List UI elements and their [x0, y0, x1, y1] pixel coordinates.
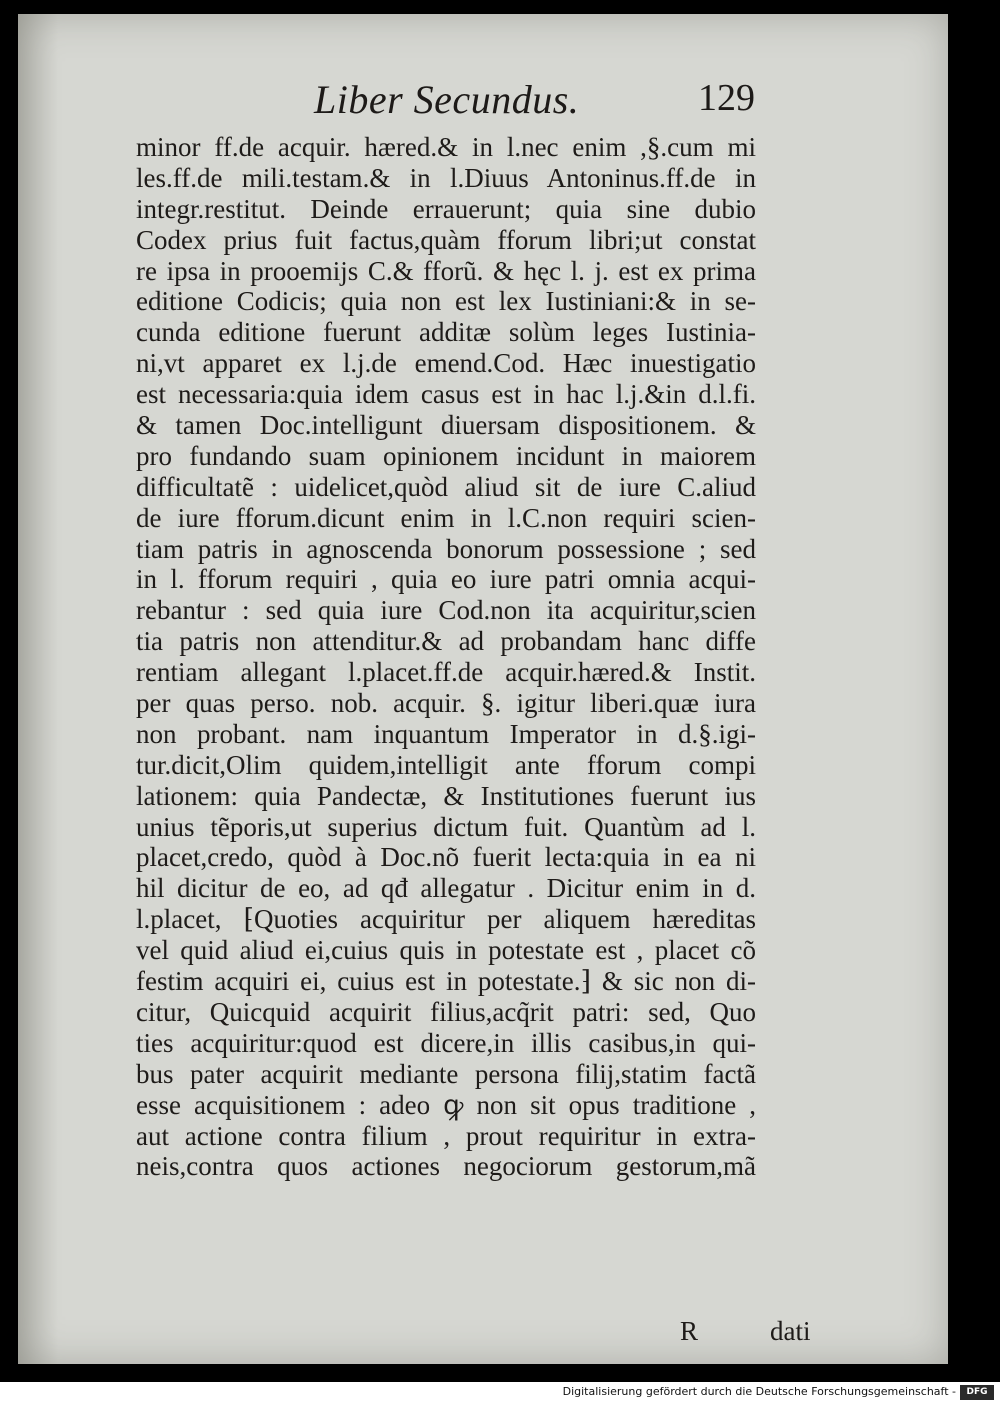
- text-line: rentiam allegant l.placet.ff.de acquir.hæred.& Instit.: [136, 657, 756, 688]
- page-number: 129: [698, 77, 755, 119]
- text-line: ties acquiritur:quod est dicere,in illis casibus,in qui-: [136, 1027, 756, 1058]
- text-line: & tamen Doc.intelligunt diuersam dispositionem. &: [136, 410, 756, 441]
- text-line: vel quid aliud ei,cuius quis in potestate est , placet cõ: [136, 935, 756, 966]
- page-spine-shadow: [18, 14, 58, 1364]
- book-page: [18, 14, 948, 1364]
- text-line: difficultatẽ : uidelicet,quòd aliud sit de iure C.aliud: [136, 471, 756, 502]
- text-line: lationem: quia Pandectæ, & Institutiones fuerunt ius: [136, 780, 756, 811]
- text-line: hil dicitur de eo, ad qđ allegatur . Dicitur enim in d.: [136, 873, 756, 904]
- text-line: est necessaria:quia idem casus est in hac l.j.&in d.l.fi.: [136, 379, 756, 410]
- signature-mark: R: [680, 1316, 699, 1346]
- text-line: neis,contra quos actiones negociorum gestorum,mã: [136, 1151, 756, 1182]
- body-text: [136, 132, 811, 1346]
- dfg-logo: DFG: [960, 1385, 994, 1400]
- text-line: de iure fforum.dicunt enim in l.C.non requiri scien-: [136, 502, 756, 533]
- text-line: tur.dicit,Olim quidem,intelligit ante fforum compi: [136, 749, 756, 780]
- text-lines: [136, 132, 756, 1182]
- text-line: in l. fforum requiri , quia eo iure patri omnia acqui-: [136, 564, 756, 595]
- text-line: placet,credo, quòd à Doc.nõ fuerit lecta:quia in ea ni: [136, 842, 756, 873]
- text-line: esse acquisitionem : adeo ꝙ non sit opus traditione ,: [136, 1089, 756, 1120]
- running-title: Liber Secundus.: [314, 77, 580, 122]
- catchword: dati: [770, 1316, 811, 1346]
- footer-bar: [0, 1382, 1000, 1404]
- text-line: aut actione contra filium , prout requiritur in extra-: [136, 1120, 756, 1151]
- text-line: citur, Quicquid acquirit filius,acq̃rit patri: sed, Quo: [136, 996, 756, 1027]
- text-line: integr.restitut. Deinde errauerunt; quia sine dubio: [136, 193, 756, 224]
- text-line: unius tẽporis,ut superius dictum fuit. Quantùm ad l.: [136, 811, 756, 842]
- text-line: rebantur : sed quia iure Cod.non ita acquiritur,scien: [136, 595, 756, 626]
- text-line: l.placet, ⁅Quoties acquiritur per aliquem hæreditas: [136, 904, 756, 935]
- text-line: per quas perso. nob. acquir. §. igitur liberi.quæ iura: [136, 688, 756, 719]
- text-line: tiam patris in agnoscenda bonorum possessione ; sed: [136, 533, 756, 564]
- text-line: pro fundando suam opinionem incidunt in maiorem: [136, 440, 756, 471]
- text-line: tia patris non attenditur.& ad probandam hanc diffe: [136, 626, 756, 657]
- text-line: les.ff.de mili.testam.& in l.Diuus Antoninus.ff.de in: [136, 162, 756, 193]
- footer-credit: Digitalisierung gefördert durch die Deutsche Forschungsgemeinschaft -: [562, 1385, 956, 1398]
- catchword-line: [136, 1316, 811, 1352]
- text-line: Codex prius fuit factus,quàm fforum libri;ut constat: [136, 224, 756, 255]
- text-line: cunda editione fuerunt additæ solùm leges Iustinia-: [136, 317, 756, 348]
- text-line: non probant. nam inquantum Imperator in d.§.igi-: [136, 718, 756, 749]
- text-line: editione Codicis; quia non est lex Iustiniani:& in se-: [136, 286, 756, 317]
- text-line: re ipsa in prooemijs C.& fforũ. & hęc l. j. est ex prima: [136, 255, 756, 286]
- text-line: minor ff.de acquir. hæred.& in l.nec enim ,§.cum mi: [136, 132, 756, 162]
- text-line: ni,vt apparet ex l.j.de emend.Cod. Hæc inuestigatio: [136, 348, 756, 379]
- page-header: [314, 76, 774, 136]
- text-line: festim acquiri ei, cuius est in potestate.⁆ & sic non di-: [136, 966, 756, 997]
- text-line: bus pater acquirit mediante persona filij,statim factã: [136, 1058, 756, 1089]
